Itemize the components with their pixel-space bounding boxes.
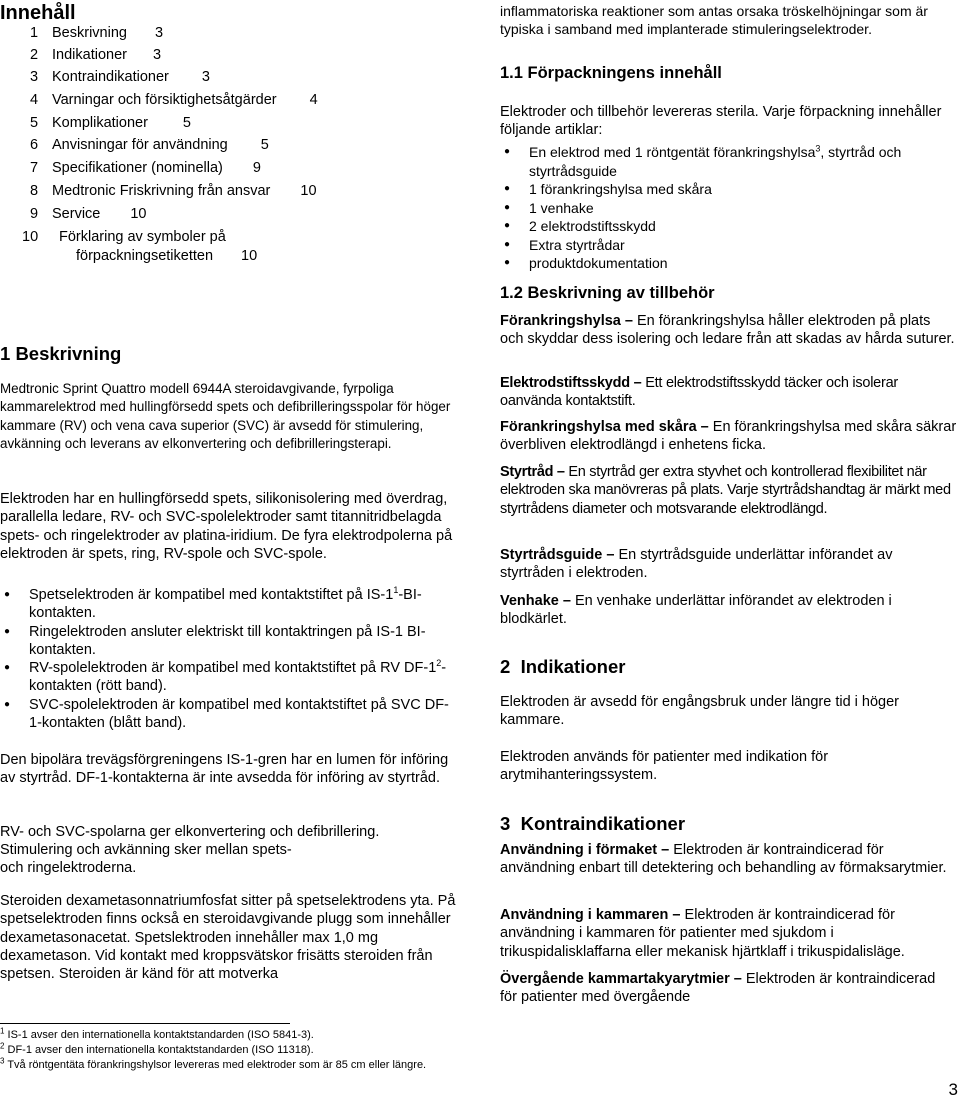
toc-item[interactable]: 8 Medtronic Friskrivning från ansvar 10 [30, 183, 317, 199]
accessory-anchoring-sleeve: Förankringshylsa – En förankringshylsa håller elektroden på plats och skyddar dess isolering och ledare från att skadas av hårda suturer. [500, 313, 955, 348]
list-item: ● 1 venhake [500, 199, 958, 218]
accessory-slotted-sleeve: Förankringshylsa med skåra – En förankringshylsa med skåra säkrar överbliven elektrodlängd i enhetens ficka. [500, 419, 957, 454]
list-item: ● Ringelektroden ansluter elektriskt till kontaktringen på IS-1 BI-kontakten. [0, 623, 460, 660]
list-item: ● Spetselektroden är kompatibel med kontaktstiftet på $IS-1^1-BI$-kontakten. [0, 586, 460, 623]
toc-item[interactable]: 6 Anvisningar för användning 5 [30, 137, 269, 153]
toc-item-continued[interactable]: förpackningsetiketten 10 [76, 248, 258, 264]
section-heading-1-1: 1.1 Förpackningens innehåll [500, 64, 722, 82]
sec1-paragraph-2: Elektroden har en hullingförsedd spets, silikonisolering med överdrag, parallella ledare, RV- och SVC-spolelektroder samt titannitridbelagda spets- och ringelektroder av platina-iridium. De fyra elektrodpolerna på elektroden är spets, ring, RV-spole och SVC-spole. [0, 491, 453, 562]
contraindication-ventricular-use: Användning i kammaren – Elektroden är kontraindicerad för användning i kammaren för patienter med sjukdom i trikuspidalisklaffarna eller mekanisk hjärtklaff i trikuspidalisläge. [500, 907, 905, 960]
accessory-stylet-guide: Styrtrådsguide – En styrtrådsguide underlättar införandet av styrtråden i elektroden. [500, 547, 893, 582]
toc-item[interactable]: 1 Beskrivning 3 [30, 25, 164, 41]
list-item: ● SVC-spolelektroden är kompatibel med kontaktstiftet på SVC DF-1-kontakten (blått band). [0, 696, 460, 733]
list-item: ● Extra styrtrådar [500, 236, 958, 255]
toc-item[interactable]: 7 Specifikationer (nominella) 9 [30, 160, 261, 176]
footnote-1: $^1$ IS-1 avser den internationella kontaktstandarden (ISO 5841-3). [0, 1026, 314, 1041]
section-heading-1-2: 1.2 Beskrivning av tillbehör [500, 284, 715, 302]
sec1-paragraph-3: Den bipolära trevägsförgreningens IS-1-gren har en lumen för införing av styrtråd. DF-1-kontakterna är inte avsedda för införing av styrtråd. [0, 752, 449, 787]
toc-item[interactable]: 4 Varningar och försiktighetsåtgärder 4 [30, 92, 318, 108]
footnote-2: $^2$ DF-1 avser den internationella kontaktstandarden (ISO 11318). [0, 1041, 314, 1056]
toc-item[interactable]: 5 Komplikationer 5 [30, 115, 191, 131]
accessory-stylet: Styrtråd – En styrtråd ger extra styvhet och kontrollerad flexibilitet när elektroden ska manövreras på plats. Varje styrtrådshandtag är märkt med styrtrådens diameter och motsvarande elektrodlängd. [500, 464, 951, 517]
footnote-rule [0, 1023, 290, 1024]
toc-item[interactable]: 10 Förklaring av symboler på [22, 229, 226, 245]
section-heading-1: 1 Beskrivning [0, 343, 122, 364]
sec1-bullet-list [0, 586, 460, 732]
sec1-paragraph-4b: Stimulering och avkänning sker mellan spets- [0, 842, 292, 858]
sec1-paragraph-4c: och ringelektroderna. [0, 860, 137, 876]
section-heading-2: 2 Indikationer [500, 656, 626, 677]
sec1-paragraph-1: Medtronic Sprint Quattro modell 6944A steroidavgivande, fyrpoliga kammarelektrod med hullingförsedd spets och defibrilleringsspolar för höger kammare (RV) och vena cava superior (SVC) är avsedd för stimulering, avkänning och leverans av elkonvertering och defibrilleringsterapi. [0, 381, 451, 451]
sec1-paragraph-5: Steroiden dexametasonnatriumfosfat sitter på spetselektrodens yta. På spetselektroden finns också en steroidavgivande plugg som innehåller dexametasonacetat. Spetslektroden innehåller max 1,0 mg dexametason. Vid kontakt med kroppsvätskor frisätts steroiden från spetsen. Steroiden är känd för att motverka [0, 893, 456, 983]
accessory-pin-cap: Elektrodstiftsskydd – Ett elektrodstiftsskydd täcker och isolerar oanvända kontaktstift. [500, 375, 898, 410]
sec11-intro: Elektroder och tillbehör levereras sterila. Varje förpackning innehåller följande artiklar: [500, 104, 942, 139]
list-item: ● 1 förankringshylsa med skåra [500, 180, 958, 199]
toc-item[interactable]: 3 Kontraindikationer 3 [30, 69, 210, 85]
page-number: 3 [948, 1080, 958, 1099]
contraindication-atrial-use: Användning i förmaket – Elektroden är kontraindicerad för användning enbart till detektering och behandling av förmaksarytmier. [500, 842, 947, 877]
toc-title: Innehåll [0, 2, 76, 24]
list-item: ● En elektrod med 1 röntgentät förankringshylsa$^3$, styrtråd och styrtrådsguide [500, 143, 958, 180]
sec11-contents-list [500, 143, 958, 273]
footnote-3: $^3$ Två röntgentäta förankringshylsor levereras med elektroder som är 85 cm eller längre. [0, 1056, 427, 1071]
sec1-paragraph-5-continued: inflammatoriska reaktioner som antas orsaka tröskelhöjningar som är typiska i samband med implanterade stimuleringselektroder. [500, 3, 928, 38]
list-item: ● RV-spolelektroden är kompatibel med kontaktstiftet på RV $DF-1^2$-kontakten (rött band). [0, 659, 460, 696]
accessory-vein-lifter: Venhake – En venhake underlättar införandet av elektroden i blodkärlet. [500, 593, 892, 628]
toc-item[interactable]: 2 Indikationer 3 [30, 47, 162, 63]
sec2-paragraph-2: Elektroden används för patienter med indikation för arytmihanteringssystem. [500, 749, 829, 784]
toc-item[interactable]: 9 Service 10 [30, 206, 147, 222]
list-item: ● 2 elektrodstiftsskydd [500, 217, 958, 236]
list-item: ● produktdokumentation [500, 254, 958, 273]
contraindication-transient-tachyarrhythmia: Övergående kammartakyarytmier – Elektroden är kontraindicerad för patienter med övergående [500, 971, 936, 1006]
sec1-paragraph-4a: RV- och SVC-spolarna ger elkonvertering och defibrillering. [0, 824, 380, 840]
section-heading-3: 3 Kontraindikationer [500, 813, 686, 834]
sec2-paragraph-1: Elektroden är avsedd för engångsbruk under längre tid i höger kammare. [500, 694, 900, 729]
